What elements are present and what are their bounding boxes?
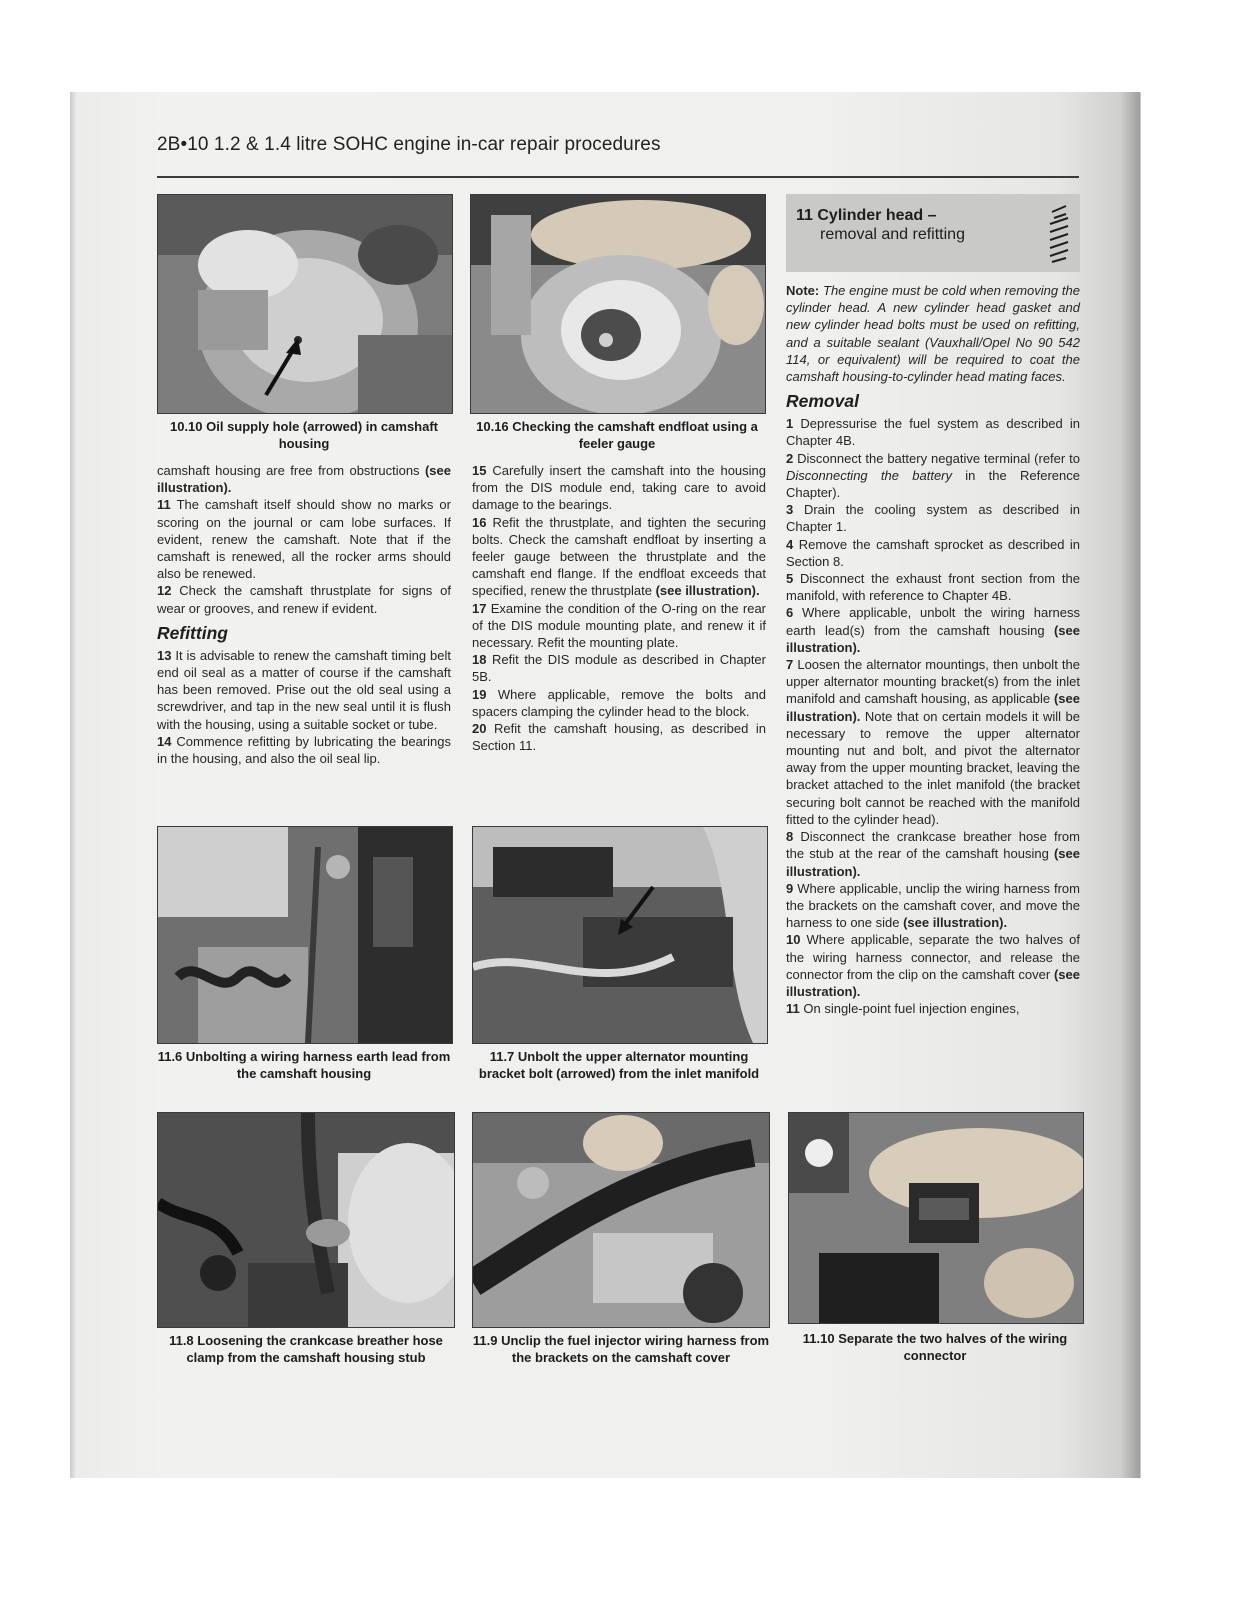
removal-step-1: 1 Depressurise the fuel system as described in Chapter 4B. [786, 416, 1080, 449]
wrench-rating-icon [1046, 204, 1072, 264]
section-title [796, 206, 965, 244]
removal-step-8: 8 Disconnect the crankcase breather hose from the stub at the rear of the camshaft housing (see illustration). [786, 829, 1080, 879]
paragraph-10-continued: camshaft housing are free from obstructions (see illustration). [157, 463, 451, 496]
section-title-text: Cylinder head – [817, 207, 937, 224]
removal-step-11: 11 On single-point fuel injection engines, [786, 1001, 1020, 1017]
photo-11-7-alternator-bracket [472, 826, 768, 1044]
paragraph-17: 17 Examine the condition of the O-ring on the rear of the DIS module mounting plate, and renew it if necessary. Refit the mounting plate. [472, 600, 766, 651]
note-paragraph: Note: The engine must be cold when removing the cylinder head. A new cylinder head gasket and new cylinder head bolts must be used on refitting, and a suitable sealant (Vauxhall/Opel No 90 542 114, or equivalent) will be required to coat the camshaft housing-to-cylinder head mating faces. [786, 283, 1080, 385]
photo-11-6-earth-lead [157, 826, 453, 1044]
page-edge-shadow [1120, 92, 1140, 1478]
caption-11-7: 11.7 Unbolt the upper alternator mounting bracket bolt (arrowed) from the inlet manifold [478, 1049, 760, 1081]
paragraph-18: 18 Refit the DIS module as described in Chapter 5B. [472, 652, 766, 685]
paragraph-12: 12 Check the camshaft thrustplate for signs of wear or grooves, and renew if evident. [157, 583, 451, 616]
photo-11-9-injector-harness [472, 1112, 770, 1328]
running-head: 2B•10 1.2 & 1.4 litre SOHC engine in-car repair procedures [157, 134, 661, 155]
heading-refitting: Refitting [157, 622, 228, 643]
paragraph-16: 16 Refit the thrustplate, and tighten the securing bolts. Check the camshaft endfloat by inserting a feeler gauge between the thrustplate and the camshaft end flange. If the endfloat exceeds that specified, renew the thrustplate (see illustration). [472, 514, 766, 599]
removal-step-5: 5 Disconnect the exhaust front section from the manifold, with reference to Chapter 4B. [786, 571, 1080, 604]
paragraph-13: 13 It is advisable to renew the camshaft timing belt end oil seal as a matter of course if the camshaft has been removed. Prise out the old seal using a screwdriver, and tap in the new seal until it is flush with the housing, using a suitable socket or tube. [157, 647, 451, 732]
removal-step-7: 7 Loosen the alternator mountings, then unbolt the upper alternator mounting bracket(s) from the inlet manifold and camshaft housing, as applicable (see illustration). Note that on certain models it will be necessary to remove the upper alternator mounting nut and bolt, and pivot the alternator away from the upper mounting bracket, leaving the bracket attached to the inlet manifold (the bracket securing bolt cannot be reached with the manifold fitted to the cylinder head). [786, 657, 1080, 827]
heading-removal: Removal [786, 391, 859, 412]
paragraph-20: 20 Refit the camshaft housing, as described in Section 11. [472, 721, 766, 754]
paragraph-11: 11 The camshaft itself should show no marks or scoring on the journal or cam lobe surfaces. If evident, renew the camshaft. Note that if the camshaft is renewed, all the rocker arms should also be renewed. [157, 497, 451, 582]
photo-10-10-oil-supply-hole [157, 194, 453, 414]
section-heading-box [786, 194, 1080, 272]
column-3-text [786, 282, 1080, 1017]
paragraph-19: 19 Where applicable, remove the bolts and spacers clamping the cylinder head to the block. [472, 686, 766, 719]
removal-step-2: 2 Disconnect the battery negative terminal (refer to Disconnecting the battery in the Reference Chapter). [786, 450, 1080, 501]
caption-11-9: 11.9 Unclip the fuel injector wiring harness from the brackets on the camshaft cover [472, 1333, 770, 1365]
photo-10-16-feeler-gauge [470, 194, 766, 414]
caption-10-10: 10.10 Oil supply hole (arrowed) in camshaft housing [169, 419, 439, 451]
removal-step-9: 9 Where applicable, unclip the wiring harness from the brackets on the camshaft cover, and move the harness to one side (see illustration). [786, 880, 1080, 931]
caption-11-8: 11.8 Loosening the crankcase breather hose clamp from the camshaft housing stub [169, 1333, 443, 1365]
caption-11-10: 11.10 Separate the two halves of the wiring connector [802, 1331, 1068, 1363]
removal-step-10: 10 Where applicable, separate the two halves of the wiring harness connector, and release the connector from the clip on the camshaft cover (see illustration). [786, 932, 1080, 999]
removal-step-4: 4 Remove the camshaft sprocket as described in Section 8. [786, 536, 1080, 569]
column-1-text [157, 462, 451, 767]
paragraph-15: 15 Carefully insert the camshaft into the housing from the DIS module end, taking care to avoid damage to the bearings. [472, 463, 766, 513]
column-2-text [472, 462, 766, 754]
header-rule [157, 176, 1079, 178]
removal-step-3: 3 Drain the cooling system as described in Chapter 1. [786, 502, 1081, 535]
caption-10-16: 10.16 Checking the camshaft endfloat using a feeler gauge [476, 419, 758, 451]
section-subtitle: removal and refitting [820, 226, 965, 243]
photo-11-10-wiring-connector [788, 1112, 1084, 1324]
photo-11-8-breather-hose-clamp [157, 1112, 455, 1328]
caption-11-6: 11.6 Unbolting a wiring harness earth lead from the camshaft housing [157, 1049, 451, 1081]
removal-step-6: 6 Where applicable, unbolt the wiring harness earth lead(s) from the camshaft housing (see illustration). [786, 605, 1080, 655]
paragraph-14: 14 Commence refitting by lubricating the bearings in the housing, and also the oil seal lip. [157, 733, 451, 767]
section-number: 11 [796, 207, 813, 224]
